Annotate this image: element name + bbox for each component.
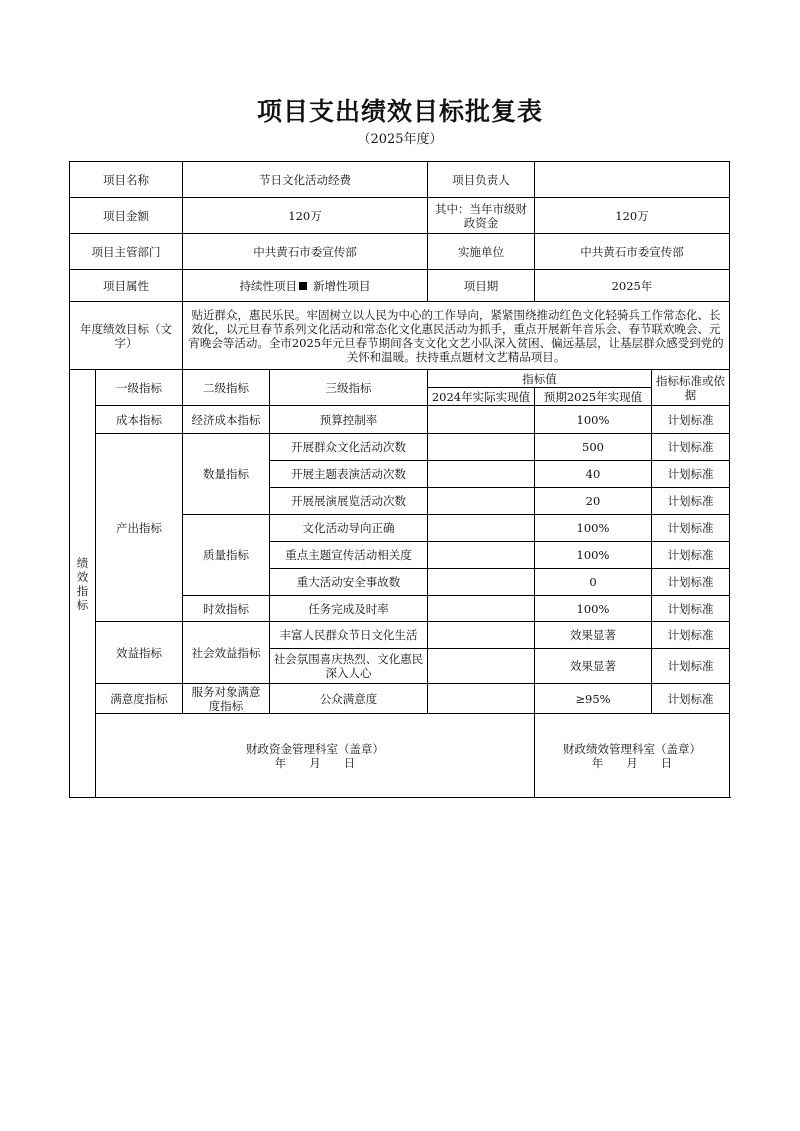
- header-expected: 预期2025年实现值: [535, 388, 652, 406]
- goal-label: 年度绩效目标（文字）: [70, 302, 183, 370]
- expected-value: 100%: [535, 406, 652, 434]
- expected-value: ≥95%: [535, 684, 652, 714]
- level2-service: 服务对象满意度指标: [183, 684, 270, 714]
- signature-right: [535, 714, 730, 798]
- basis-value: 计划标准: [652, 515, 730, 542]
- actual-value: [428, 542, 535, 569]
- amount-label: 项目金额: [70, 198, 183, 234]
- dept-value: 中共黄石市委宣传部: [183, 234, 428, 270]
- actual-value: [428, 488, 535, 515]
- expected-value: 0: [535, 569, 652, 596]
- actual-value: [428, 461, 535, 488]
- table-row: [70, 434, 730, 461]
- actual-value: [428, 684, 535, 714]
- expected-value: 100%: [535, 542, 652, 569]
- header-basis: 指标标准或依据: [652, 370, 730, 406]
- period-value: 2025年: [535, 270, 730, 302]
- level3-name: 公众满意度: [270, 684, 428, 714]
- header-level3: 三级指标: [270, 370, 428, 406]
- row-goal: [70, 302, 730, 370]
- level2-social: 社会效益指标: [183, 622, 270, 684]
- basis-value: 计划标准: [652, 542, 730, 569]
- goal-text: 贴近群众，惠民乐民。牢固树立以人民为中心的工作导向，紧紧围绕推动红色文化轻骑兵工作常态化、长效化，以元旦春节系列文化活动和常态化文化惠民活动为抓手，重点开展新年音乐会、春节联欢晚会、元宵晚会等活动。全市2025年元旦春节期间各支文化文艺小队深入贫困、偏远基层，让基层群众感受到党的关怀和温暖。扶持重点题材文艺精品项目。: [183, 302, 730, 370]
- project-name-value: 节日文化活动经费: [183, 162, 428, 198]
- header-actual: 2024年实际实现值: [428, 388, 535, 406]
- level3-name: 预算控制率: [270, 406, 428, 434]
- level3-name: 文化活动导向正确: [270, 515, 428, 542]
- amount-value: 120万: [183, 198, 428, 234]
- actual-value: [428, 569, 535, 596]
- period-label: 项目期: [428, 270, 535, 302]
- table-row: [70, 406, 730, 434]
- page-title: 项目支出绩效目标批复表: [256, 97, 543, 126]
- approval-table: [69, 161, 730, 798]
- basis-value: 计划标准: [652, 406, 730, 434]
- checked-square-icon: [299, 282, 307, 290]
- header-level1: 一级指标: [96, 370, 183, 406]
- table-row: [70, 622, 730, 649]
- level1-output: 产出指标: [96, 434, 183, 622]
- actual-value: [428, 515, 535, 542]
- basis-value: 计划标准: [652, 649, 730, 684]
- unit-label: 实施单位: [428, 234, 535, 270]
- level3-name: 重大活动安全事故数: [270, 569, 428, 596]
- expected-value: 40: [535, 461, 652, 488]
- basis-value: 计划标准: [652, 569, 730, 596]
- row-amount: [70, 198, 730, 234]
- signature-row: [70, 714, 730, 798]
- basis-value: 计划标准: [652, 684, 730, 714]
- row-project-name: [70, 162, 730, 198]
- unit-value: 中共黄石市委宣传部: [535, 234, 730, 270]
- city-funds-label: 其中：当年市级财政资金: [428, 198, 535, 234]
- level3-name: 重点主题宣传活动相关度: [270, 542, 428, 569]
- left-date-line: 年 月 日: [274, 755, 356, 770]
- dept-label: 项目主管部门: [70, 234, 183, 270]
- project-name-label: 项目名称: [70, 162, 183, 198]
- basis-value: 计划标准: [652, 622, 730, 649]
- table-row: [70, 684, 730, 714]
- level2-cost-econ: 经济成本指标: [183, 406, 270, 434]
- expected-value: 效果显著: [535, 622, 652, 649]
- owner-value: [535, 162, 730, 198]
- expected-value: 效果显著: [535, 649, 652, 684]
- expected-value: 20: [535, 488, 652, 515]
- header-level2: 二级指标: [183, 370, 270, 406]
- row-attribute: [70, 270, 730, 302]
- level1-benefit: 效益指标: [96, 622, 183, 684]
- expected-value: 100%: [535, 515, 652, 542]
- actual-value: [428, 649, 535, 684]
- actual-value: [428, 434, 535, 461]
- expected-value: 100%: [535, 596, 652, 622]
- attr-label: 项目属性: [70, 270, 183, 302]
- actual-value: [428, 622, 535, 649]
- city-funds-value: 120万: [535, 198, 730, 234]
- level2-quality: 质量指标: [183, 515, 270, 596]
- level3-name: 丰富人民群众节日文化生活: [270, 622, 428, 649]
- basis-value: 计划标准: [652, 461, 730, 488]
- actual-value: [428, 406, 535, 434]
- level3-name: 开展展演展览活动次数: [270, 488, 428, 515]
- header-value: 指标值: [428, 370, 652, 388]
- level1-cost: 成本指标: [96, 406, 183, 434]
- expected-value: 500: [535, 434, 652, 461]
- right-office-stamp: 财政绩效管理科室（盖章）: [563, 741, 701, 756]
- level1-satisfaction: 满意度指标: [96, 684, 183, 714]
- page-subtitle: （2025年度）: [357, 132, 443, 147]
- owner-label: 项目负责人: [428, 162, 535, 198]
- indicator-header-row-1: [70, 370, 730, 388]
- basis-value: 计划标准: [652, 488, 730, 515]
- actual-value: [428, 596, 535, 622]
- level2-time: 时效指标: [183, 596, 270, 622]
- level3-name: 任务完成及时率: [270, 596, 428, 622]
- level3-name: 社会氛围喜庆热烈、文化惠民深入人心: [270, 649, 428, 684]
- right-date-line: 年 月 日: [591, 755, 673, 770]
- level3-name: 开展群众文化活动次数: [270, 434, 428, 461]
- row-department: [70, 234, 730, 270]
- attr-new: 新增性项目: [313, 278, 371, 293]
- level2-quantity: 数量指标: [183, 434, 270, 515]
- indicator-section-label: 绩 效 指 标: [70, 370, 96, 798]
- attr-continuing: 持续性项目: [239, 278, 297, 293]
- level3-name: 开展主题表演活动次数: [270, 461, 428, 488]
- basis-value: 计划标准: [652, 434, 730, 461]
- attr-value: [183, 270, 428, 302]
- basis-value: 计划标准: [652, 596, 730, 622]
- signature-left: [96, 714, 535, 798]
- left-office-stamp: 财政资金管理科室（盖章）: [246, 741, 384, 756]
